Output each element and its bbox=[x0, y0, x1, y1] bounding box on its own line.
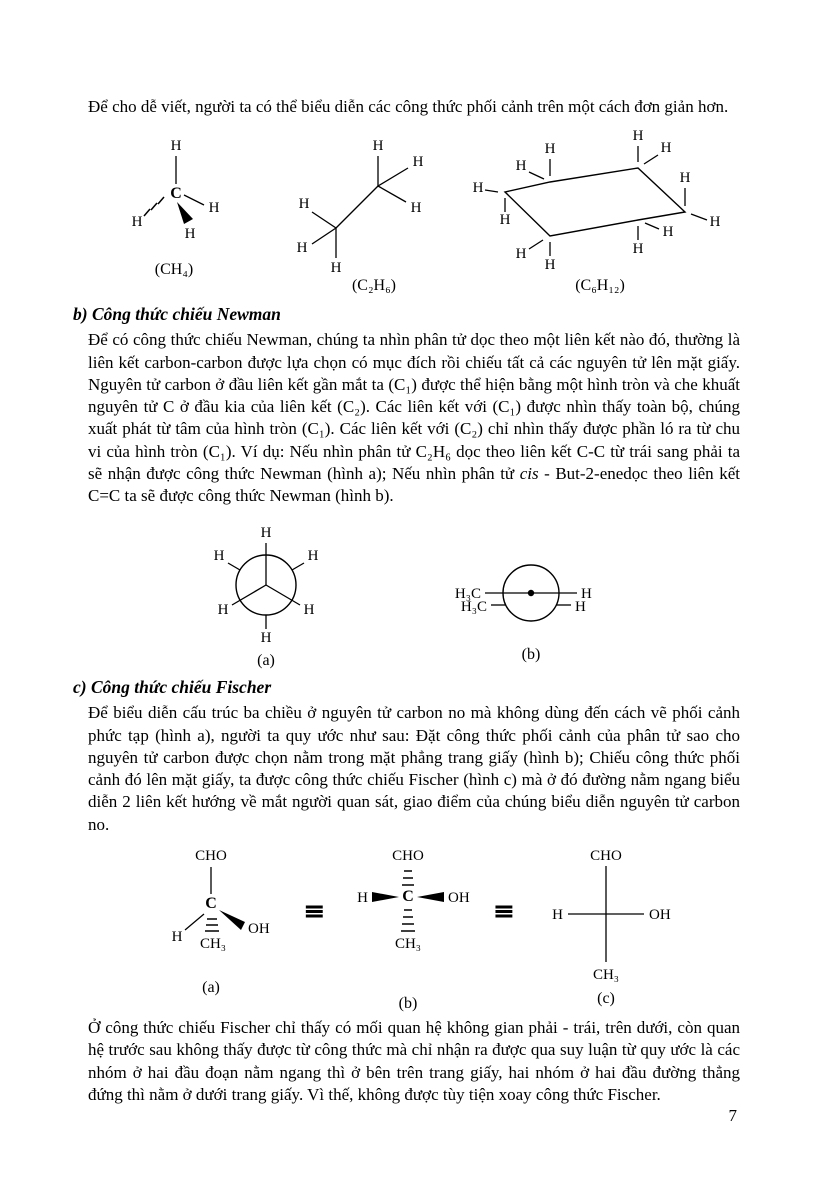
intro-paragraph: Để cho dễ viết, người ta có thể biểu diễn các công thức phối cảnh trên một cách đơn giản hơn. bbox=[88, 97, 729, 116]
h-atom-label: H bbox=[184, 226, 196, 243]
methane-caption: (CH₄) bbox=[154, 261, 194, 279]
h-atom-label: H bbox=[330, 260, 341, 277]
oh-group-label: OH bbox=[649, 906, 671, 923]
page-number: 7 bbox=[728, 1106, 737, 1125]
solid-wedge-bond bbox=[219, 910, 245, 930]
solid-wedge-bond-left bbox=[372, 892, 399, 902]
methyl-group-label: H₃C bbox=[454, 586, 481, 603]
cyclohexane-ring bbox=[505, 168, 685, 236]
h-atom-label: H bbox=[131, 214, 143, 231]
fischer-intermediate-diagram bbox=[342, 840, 477, 1015]
h-atom-label: H bbox=[515, 246, 527, 263]
methyl-group-label: CH₃ bbox=[199, 935, 226, 952]
h-atom-label: H bbox=[575, 599, 586, 616]
h-atom-label: H bbox=[632, 128, 644, 145]
h-atom-label: H bbox=[472, 180, 484, 197]
fischer-c-caption: (c) bbox=[597, 989, 616, 1007]
methyl-group-label: H₃C bbox=[460, 599, 487, 616]
h-atom-label: H bbox=[171, 928, 183, 945]
c-atom-label: C bbox=[205, 894, 217, 912]
carbon-carbon-bond bbox=[336, 186, 378, 228]
cyclohexane-caption: (C₆H₁₂) bbox=[575, 277, 625, 295]
dashed-wedge-bond bbox=[205, 919, 219, 931]
h-atom-label: H bbox=[679, 170, 691, 187]
h-atom-label: H bbox=[515, 158, 527, 175]
fischer-perspective-diagram bbox=[147, 840, 287, 1005]
newman-paragraph bbox=[88, 329, 740, 507]
cho-group-label: CHO bbox=[590, 847, 622, 864]
cyclohexane-structure-diagram bbox=[470, 124, 725, 296]
ethane-caption: (C₂H₆) bbox=[351, 277, 396, 295]
h-atom-label: H bbox=[544, 141, 556, 158]
h-atom-label: H bbox=[296, 240, 307, 257]
h-atom-label: H bbox=[632, 241, 644, 258]
h-atom-label: H bbox=[260, 525, 272, 542]
h-atom-label: H bbox=[298, 196, 309, 213]
h-atom-label: H bbox=[412, 154, 423, 171]
solid-wedge-bond bbox=[177, 202, 193, 224]
bond-line bbox=[184, 195, 204, 205]
newman-paragraph-text-1: Để có công thức chiếu Newman, chúng ta nhìn phân tử dọc theo một liên kết nào đó, thường là liên kết carbon-carbon được lựa chọn có mục đích rồi chiếu tất cả các nguyên tử lên mặt giấy. Nguyên tử carbon ở đầu liên kết gần mắt ta (C₁) được thể hiện bằng một hình tròn và che khuất nguyên tử C ở đầu kia của liên kết (C₂). Các liên kết với (C₁) được nhìn thấy toàn bộ, chúng xuất phát từ tâm của hình tròn (C₁). Các liên kết với (C₂) chỉ nhìn thấy được phần ló ra từ chu vi của hình tròn (C₁). Ví dụ: Nếu nhìn phân tử C₂H₆ dọc theo liên kết C-C từ trái sang phải ta sẽ nhận được công thức Newman (hình a); Nếu nhìn phân tử bbox=[88, 330, 740, 483]
newman-projections-figure-row bbox=[88, 507, 740, 671]
h-atom-label: H bbox=[208, 200, 220, 217]
equivalence-symbol: ≡ bbox=[492, 895, 516, 927]
oh-group-label: OH bbox=[447, 889, 470, 906]
bond-line bbox=[185, 914, 204, 930]
methyl-group-label: CH₃ bbox=[593, 966, 620, 983]
h-atom-label: H bbox=[662, 224, 674, 241]
fischer-a-caption: (a) bbox=[201, 978, 220, 996]
h-atom-label: H bbox=[499, 212, 511, 229]
methane-structure-diagram bbox=[106, 124, 256, 296]
h-atom-label: H bbox=[552, 906, 564, 923]
cho-group-label: CHO bbox=[195, 847, 227, 864]
section-b-heading: b) Công thức chiếu Newman bbox=[73, 304, 281, 325]
newman-front-bonds bbox=[232, 543, 300, 605]
newman-paragraph-italic-cis: cis bbox=[519, 463, 539, 483]
solid-wedge-bond-right bbox=[417, 892, 444, 902]
h-atom-label: H bbox=[709, 214, 721, 231]
newman-b-caption: (b) bbox=[521, 646, 541, 664]
h-atom-label: H bbox=[213, 548, 225, 565]
h-atom-label: H bbox=[581, 586, 592, 603]
dashed-wedge-bond bbox=[144, 197, 164, 216]
dashed-wedge-bond-down bbox=[401, 910, 415, 931]
equivalence-symbol: ≡ bbox=[302, 895, 326, 927]
c-atom-label: C bbox=[170, 185, 182, 203]
h-atom-label: H bbox=[356, 889, 368, 906]
dashed-wedge-bond-up bbox=[402, 871, 414, 885]
h-atom-label: H bbox=[660, 140, 672, 157]
h-atom-label: H bbox=[217, 602, 229, 619]
fischer-projection-diagram bbox=[531, 840, 681, 1010]
fischer-projection-figure-row bbox=[88, 836, 740, 1017]
oh-group-label: OH bbox=[247, 920, 270, 937]
newman-projection-ethane-diagram bbox=[194, 511, 339, 669]
h-atom-label: H bbox=[410, 200, 421, 217]
ethane-bonds bbox=[312, 156, 408, 258]
fischer-paragraph: Để biểu diễn cấu trúc ba chiều ở nguyên tử carbon no mà không dùng đến cách vẽ phối cảnh phức tạp (hình a), người ta quy ước như sau: Đặt công thức phối cảnh của phân tử sao cho nguyên tử carbon được chọn nằm trong mặt phẳng trang giấy (hình b); Chiếu công thức phối cảnh đó lên mặt giấy, ta được công thức chiếu Fischer (hình c) mà ở đó đường nằm ngang biểu diễn 2 liên kết hướng về mắt người quan sát, giao điểm của chúng biểu diễn nguyên tử carbon no. bbox=[88, 703, 740, 834]
perspective-formulas-figure-row bbox=[88, 118, 740, 298]
cho-group-label: CHO bbox=[391, 847, 424, 864]
c-atom-label: C bbox=[401, 887, 414, 905]
h-atom-label: H bbox=[303, 602, 315, 619]
closing-paragraph: Ở công thức chiếu Fischer chỉ thấy có mối quan hệ không gian phải - trái, trên dưới, còn quan hệ trước sau không thấy được từ công thức mà chỉ nhận ra được qua suy luận từ quy ước là các nhóm ở hai đầu đoạn nằm ngang thì ở bên trên trang giấy, hai nhóm ở hai đầu đường thẳng đứng thì nằm ở dưới trang giấy. Vì thế, không được tùy tiện xoay công thức Fischer. bbox=[88, 1017, 740, 1104]
h-atom-label: H bbox=[170, 138, 182, 155]
ethane-structure-diagram bbox=[276, 124, 451, 296]
h-atom-label: H bbox=[544, 257, 556, 274]
section-c-heading: c) Công thức chiếu Fischer bbox=[73, 677, 272, 698]
h-atom-label: H bbox=[307, 548, 319, 565]
newman-paragraph-text-2: - But-2-enedọc theo liên kết C=C ta sẽ được công thức Newman (hình b). bbox=[88, 463, 740, 506]
methyl-group-label: CH₃ bbox=[394, 935, 421, 952]
fischer-b-caption: (b) bbox=[398, 994, 417, 1012]
h-atom-label: H bbox=[372, 138, 383, 155]
newman-projection-butene-diagram bbox=[419, 537, 634, 669]
h-atom-label: H bbox=[260, 630, 272, 647]
newman-a-caption: (a) bbox=[257, 652, 275, 670]
